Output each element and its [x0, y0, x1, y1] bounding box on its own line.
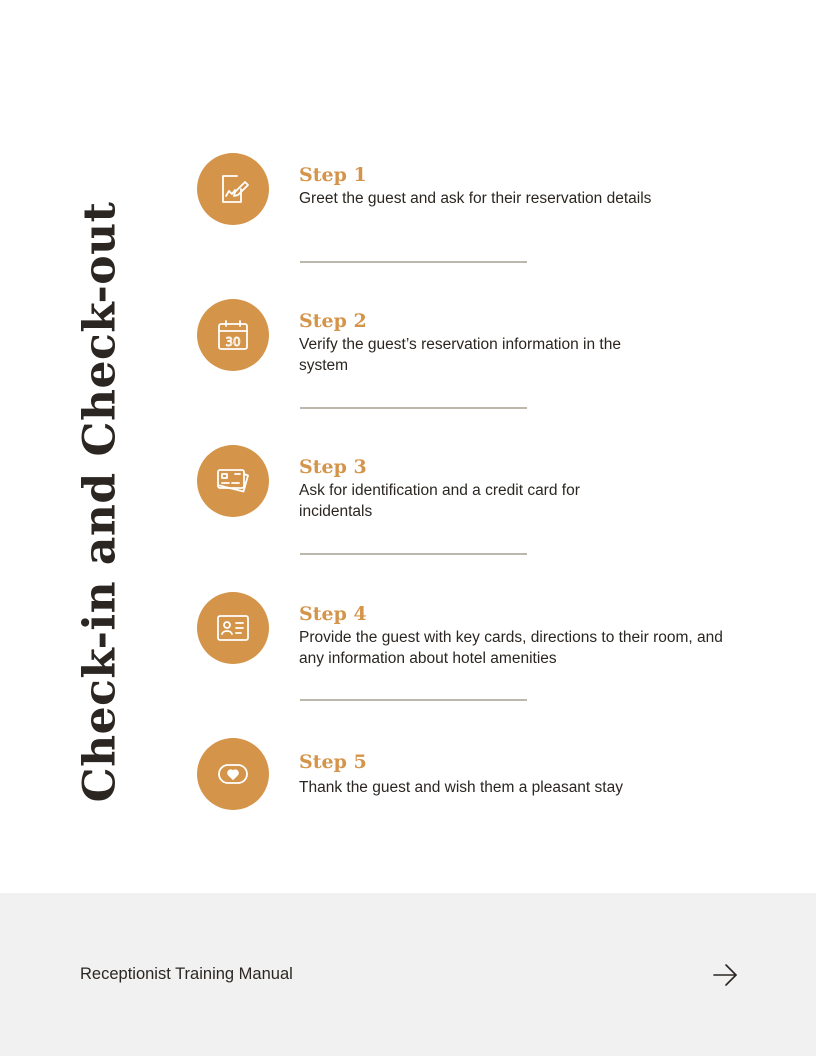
step-title: Step 2 — [299, 310, 367, 332]
step-5 — [197, 738, 737, 818]
footer-label: Receptionist Training Manual — [80, 965, 293, 983]
step-title: Step 3 — [299, 456, 367, 478]
step-description: Provide the guest with key cards, directions to their room, and any information about hotel amenities — [299, 629, 723, 667]
divider — [300, 407, 527, 409]
step-1 — [197, 153, 737, 233]
step-description: Verify the guest’s reservation information in the system — [299, 336, 621, 374]
step-4 — [197, 592, 737, 672]
page-title: Check-in and Check-out — [74, 201, 126, 803]
arrow-right-icon[interactable] — [712, 963, 738, 987]
signed-document-icon — [197, 153, 269, 225]
heart-message-icon — [197, 738, 269, 810]
step-3 — [197, 445, 737, 525]
step-title: Step 5 — [299, 751, 367, 773]
divider — [300, 261, 527, 263]
step-title: Step 4 — [299, 603, 367, 625]
divider — [300, 699, 527, 701]
step-description: Greet the guest and ask for their reservation details — [299, 190, 652, 207]
calendar-icon-day: 30 — [225, 335, 241, 349]
step-description: Thank the guest and wish them a pleasant stay — [299, 779, 623, 796]
step-title: Step 1 — [299, 164, 367, 186]
step-2 — [197, 299, 737, 379]
step-description: Ask for identification and a credit card for incidentals — [299, 482, 580, 520]
credit-card-icon — [197, 445, 269, 517]
footer — [0, 893, 816, 1056]
divider — [300, 553, 527, 555]
calendar-icon — [197, 299, 269, 371]
id-card-icon — [197, 592, 269, 664]
